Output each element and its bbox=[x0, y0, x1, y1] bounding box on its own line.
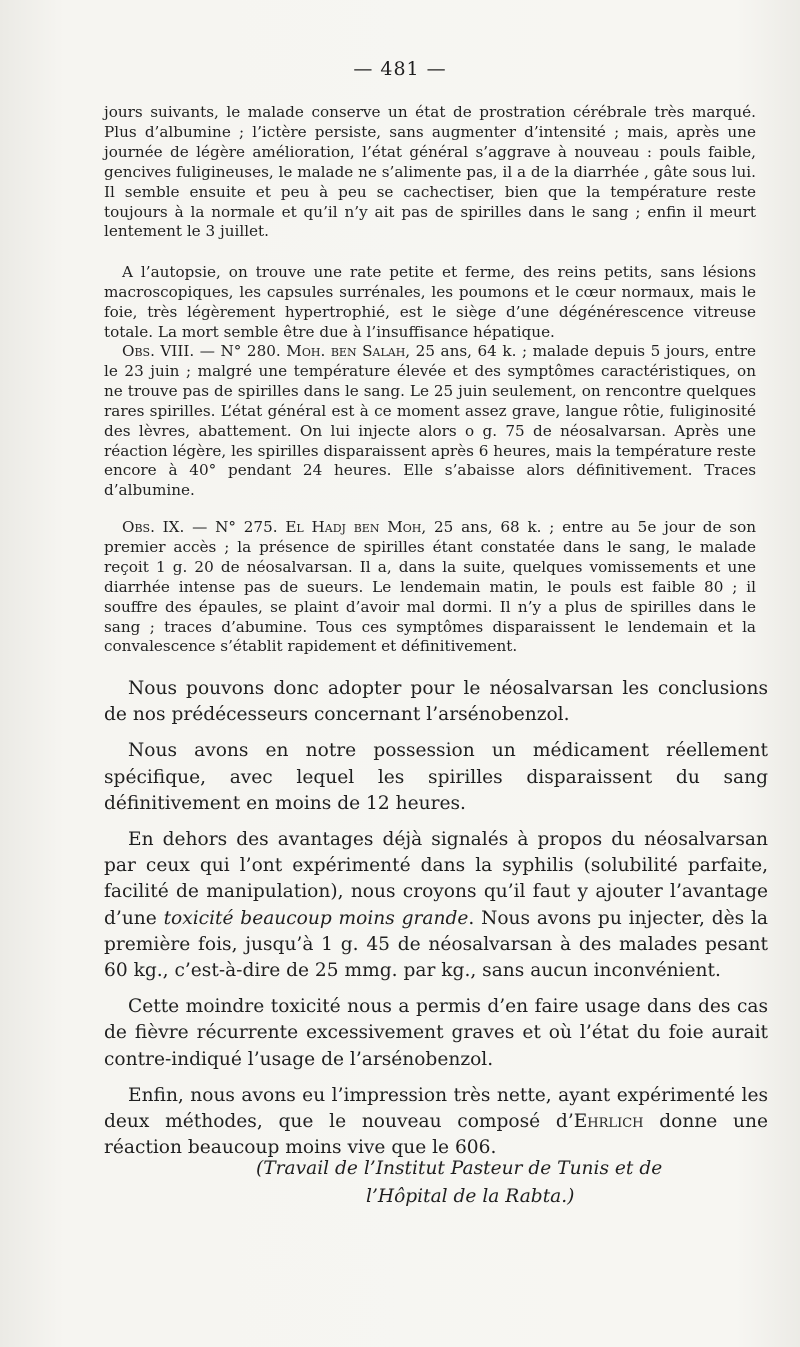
page-number: — 481 — bbox=[353, 58, 447, 80]
observation-body: 25 ans, 68 k. ; entre au 5e jour de son premier accès ; la présence de spirilles étant constatée dans le sang, le malade reçoit 1 g. 20 de néosalvarsan. Il a, dans la suite, quelques vomissements et une diarrhée intense pas de sueurs. Le lendemain matin, le pouls est faible 80 ; il souffre des épaules, se plaint d’avoir mal dormi. Il n’y a plus de spirilles dans le sang ; traces d’abumine. Tous ces symptômes disparaissent le lendemain et la convalescence s’établit rapidement et définitivement. bbox=[104, 518, 757, 656]
observation-body: 25 ans, 64 k. ; malade depuis 5 jours, entre le 23 juin ; malgré une température élevée et des symptômes caractéristiques, on ne trouve pas de spirilles dans le sang. Le 25 juin seulement, on rencontre quelques rares spirilles. L’état général est à ce moment assez grave, langue rôtie, fuliginosité des lèvres, abattement. On lui injecte alors o g. 75 de néosalvarsan. Après une réaction légère, les spirilles disparaissent après 6 heures, mais la température reste encore à 40° pendant 24 heures. Elle s’abaisse alors définitivement. Traces d’albumine. bbox=[104, 342, 757, 500]
credit-line-1: (Travail de l’Institut Pasteur de Tunis et de bbox=[256, 1158, 663, 1179]
observation-number: N° 275. bbox=[215, 518, 278, 536]
observation-ix bbox=[104, 518, 756, 657]
paragraph-text: Enfin, nous avons eu l’impression très nette, ayant expérimenté les deux méthodes, que le nouveau composé d’ bbox=[104, 1084, 768, 1133]
conclusion-paragraph-2: Nous avons en notre possession un médicament réellement spécifique, avec lequel les spirilles disparaissent du sang définitivement en moins de 12 heures. bbox=[104, 740, 768, 814]
credit-line-2: l’Hôpital de la Rabta.) bbox=[366, 1186, 575, 1207]
case-paragraph: jours suivants, le malade conserve un état de prostration cérébrale très marqué. Plus d’albumine ; l’ictère persiste, sans augmenter d’intensité ; mais, après une journée de légère amélioration, l’état général s’aggrave à nouveau : pouls faible, gencives fuligineuses, le malade ne s’alimente pas, il a de la diarrhée , gâte sous lui. Il semble ensuite et peu à peu se cachectiser, bien que la température reste toujours à la normale et qu’il n’y ait pas de spirilles dans le sang ; enfin il meurt lentement le 3 juillet. bbox=[104, 103, 756, 241]
conclusion-paragraph-3 bbox=[104, 827, 768, 984]
observation-ix-text bbox=[104, 518, 756, 657]
patient-name: Moh. ben Salah, bbox=[286, 342, 411, 360]
observation-number: N° 280. bbox=[220, 342, 281, 360]
patient-name: El Hadj ben Moh, bbox=[285, 518, 427, 536]
conclusion-paragraph-1: Nous pouvons donc adopter pour le néosalvarsan les conclusions de nos prédécesseurs concernant l’arsénobenzol. bbox=[104, 678, 768, 726]
conclusion-paragraph-5 bbox=[104, 1083, 768, 1162]
observation-dash: — bbox=[184, 518, 216, 536]
conclusion-section bbox=[104, 676, 768, 1171]
autopsy-text: A l’autopsie, on trouve une rate petite et ferme, des reins petits, sans lésions macroscopiques, les capsules surrénales, les poumons et le cœur normaux, mais le foie, très légèrement hypertrophié, est le siège d’une dégénérescence vitreuse totale. La mort semble être due à l’insuffisance hépatique. bbox=[104, 263, 756, 341]
emphasis-text: toxicité beaucoup moins grande bbox=[163, 907, 469, 929]
conclusion-paragraph-4: Cette moindre toxicité nous a permis d’en faire usage dans des cas de fièvre récurrente excessivement graves et où l’état du foie aurait contre-indiqué l’usage de l’arsénobenzol. bbox=[104, 996, 768, 1070]
observation-label: Obs. VIII. bbox=[122, 342, 195, 360]
author-name: Ehrlich bbox=[573, 1111, 644, 1133]
paragraph-text: . Nous avons pu injecter, dès la première fois, jusqu’à 1 g. 45 de néosalvarsan à des malades pesant 60 kg., c’est-à-dire de 25 mmg. par kg., sans aucun inconvénient. bbox=[104, 907, 768, 982]
case-continuation bbox=[104, 103, 756, 242]
autopsy-paragraph bbox=[104, 263, 756, 343]
institution-credit bbox=[104, 1155, 768, 1211]
observation-label: Obs. IX. bbox=[122, 518, 185, 536]
observation-viii bbox=[104, 342, 756, 501]
paragraph-text: En dehors des avantages déjà signalés à propos du néosalvarsan par ceux qui l’ont expérimenté dans la syphilis (solubilité parfaite, facilité de manipulation), nous croyons qu’il faut y ajouter l’avantage d’une bbox=[104, 829, 768, 929]
observation-dash: — bbox=[194, 342, 221, 360]
observation-viii-text bbox=[104, 342, 756, 501]
paragraph-text: donne une réaction beaucoup moins vive que le 606. bbox=[104, 1111, 768, 1159]
